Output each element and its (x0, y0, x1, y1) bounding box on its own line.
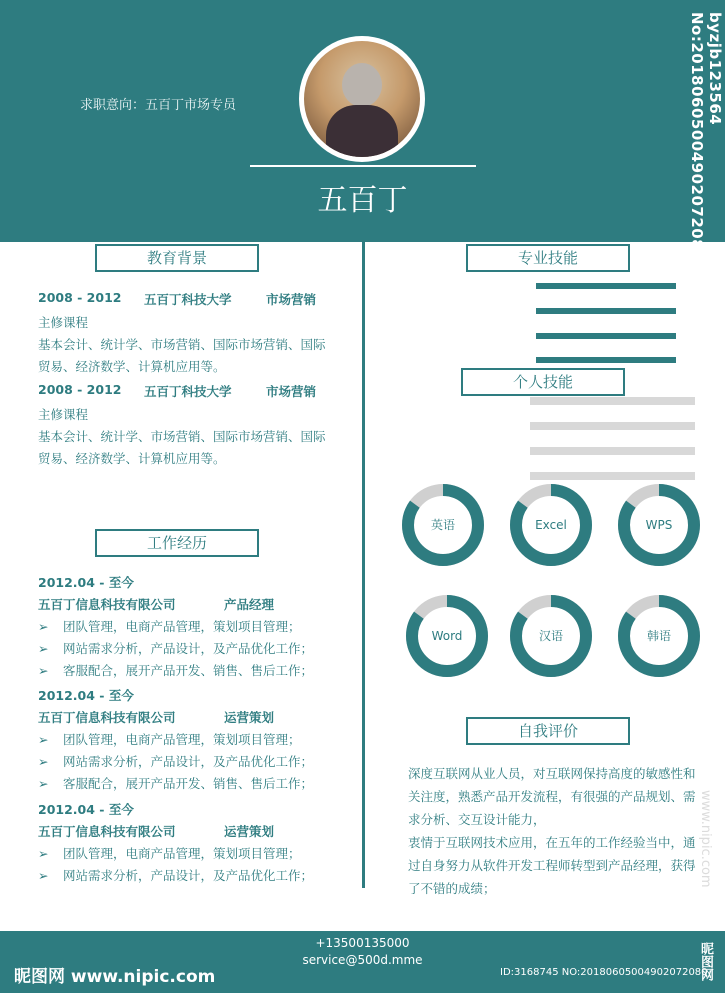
site-watermark: 昵图网 www.nipic.com (14, 967, 216, 987)
experience-date: 2012.04 - 至今 (38, 688, 134, 703)
arrow-bullet-icon: ➢ (38, 732, 49, 747)
pro-skill-bar (536, 333, 676, 339)
contact-phone: +13500135000 (315, 936, 410, 950)
skill-donut-label: WPS (645, 518, 673, 532)
arrow-bullet-icon: ➢ (38, 868, 49, 883)
pro-skill-bar (536, 308, 676, 314)
skill-donut (404, 593, 490, 679)
arrow-bullet-icon: ➢ (38, 846, 49, 861)
arrow-bullet-icon: ➢ (38, 641, 49, 656)
skill-donut-label: 汉语 (538, 629, 563, 643)
skill-donut-label: 英语 (430, 518, 455, 532)
skill-donut (508, 482, 594, 568)
education-school: 五百丁科技大学 (144, 292, 232, 307)
course-list: 基本会计、统计学、市场营销、国际市场营销、国际贸易、经济数学、计算机应用等。 (38, 337, 326, 374)
experience-title: 工作经历 (95, 529, 259, 557)
experience-item: ➢ 网站需求分析，产品设计，及产品优化工作； (38, 751, 338, 773)
column-divider (362, 242, 365, 888)
experience-item: ➢ 团队管理，电商产品管理，策划项目管理； (38, 843, 338, 865)
self-eval-paragraph: 深度互联网从业人员，对互联网保持高度的敏感性和关注度，熟悉产品开发流程，有很强的产品规划、需求分析、交互设计能力， (408, 766, 696, 827)
experience-item: ➢ 网站需求分析，产品设计，及产品优化工作； (38, 638, 338, 660)
skill-donut-label: Word (431, 629, 463, 643)
personal-skill-bar (530, 447, 695, 455)
experience-item: ➢ 网站需求分析，产品设计，及产品优化工作； (38, 865, 338, 887)
experience-company: 五百丁信息科技有限公司 (38, 824, 176, 839)
skill-donut (508, 593, 594, 679)
self-eval-text (408, 762, 698, 900)
course-label: 主修课程 (38, 407, 89, 422)
skill-donut (616, 482, 702, 568)
personal-skills-title: 个人技能 (461, 368, 625, 396)
id-watermark: ID:3168745 NO:20180605004902072080 (500, 967, 708, 978)
arrow-bullet-icon: ➢ (38, 619, 49, 634)
education-entry (38, 290, 328, 378)
side-watermark: byzjb123564 No:20180605004902072080 (688, 12, 724, 262)
education-title: 教育背景 (95, 244, 259, 272)
arrow-bullet-icon: ➢ (38, 754, 49, 769)
experience-role: 运营策划 (224, 824, 275, 839)
personal-skill-bar (530, 397, 695, 405)
name-underline (250, 165, 476, 167)
contact-email: service@500d.mme (302, 953, 423, 967)
education-period: 2008 - 2012 (38, 382, 122, 397)
experience-date: 2012.04 - 至今 (38, 802, 134, 817)
experience-entry (38, 799, 338, 887)
pro-skill-bar (536, 283, 676, 289)
experience-company: 五百丁信息科技有限公司 (38, 597, 176, 612)
experience-item: ➢ 客服配合，展开产品开发、销售、售后工作； (38, 660, 338, 682)
arrow-bullet-icon: ➢ (38, 663, 49, 678)
pro-skills-title: 专业技能 (466, 244, 630, 272)
experience-role: 运营策划 (224, 710, 275, 725)
job-intent: 求职意向：五百丁市场专员 (80, 98, 237, 113)
course-label: 主修课程 (38, 315, 89, 330)
self-eval-title: 自我评价 (466, 717, 630, 745)
experience-item: ➢ 客服配合，展开产品开发、销售、售后工作； (38, 773, 338, 795)
experience-item: ➢ 团队管理，电商产品管理，策划项目管理； (38, 616, 338, 638)
education-period: 2008 - 2012 (38, 290, 122, 305)
personal-skill-bar (530, 422, 695, 430)
course-list: 基本会计、统计学、市场营销、国际市场营销、国际贸易、经济数学、计算机应用等。 (38, 429, 326, 466)
education-major: 市场营销 (266, 292, 317, 307)
skill-donut (616, 593, 702, 679)
personal-skill-bar (530, 472, 695, 480)
skill-donut (400, 482, 486, 568)
experience-item: ➢ 团队管理，电商产品管理，策划项目管理； (38, 729, 338, 751)
avatar (304, 41, 420, 157)
experience-entry (38, 572, 338, 682)
experience-date: 2012.04 - 至今 (38, 575, 134, 590)
pro-skill-bar (536, 357, 676, 363)
experience-company: 五百丁信息科技有限公司 (38, 710, 176, 725)
candidate-name: 五百丁 (317, 183, 408, 218)
experience-entry (38, 685, 338, 795)
education-major: 市场营销 (266, 384, 317, 399)
side-site-watermark: www.nipic.com (698, 790, 713, 888)
skill-donut-label: Excel (535, 518, 567, 532)
skill-donut-label: 韩语 (646, 629, 671, 643)
side-logo-watermark: 昵图网 (698, 942, 713, 981)
arrow-bullet-icon: ➢ (38, 776, 49, 791)
self-eval-paragraph: 衷情于互联网技术应用，在五年的工作经验当中，通过自身努力从软件开发工程师转型到产品经理，获得了不错的成绩； (408, 835, 696, 896)
education-entry (38, 382, 328, 470)
experience-role: 产品经理 (224, 597, 275, 612)
education-school: 五百丁科技大学 (144, 384, 232, 399)
